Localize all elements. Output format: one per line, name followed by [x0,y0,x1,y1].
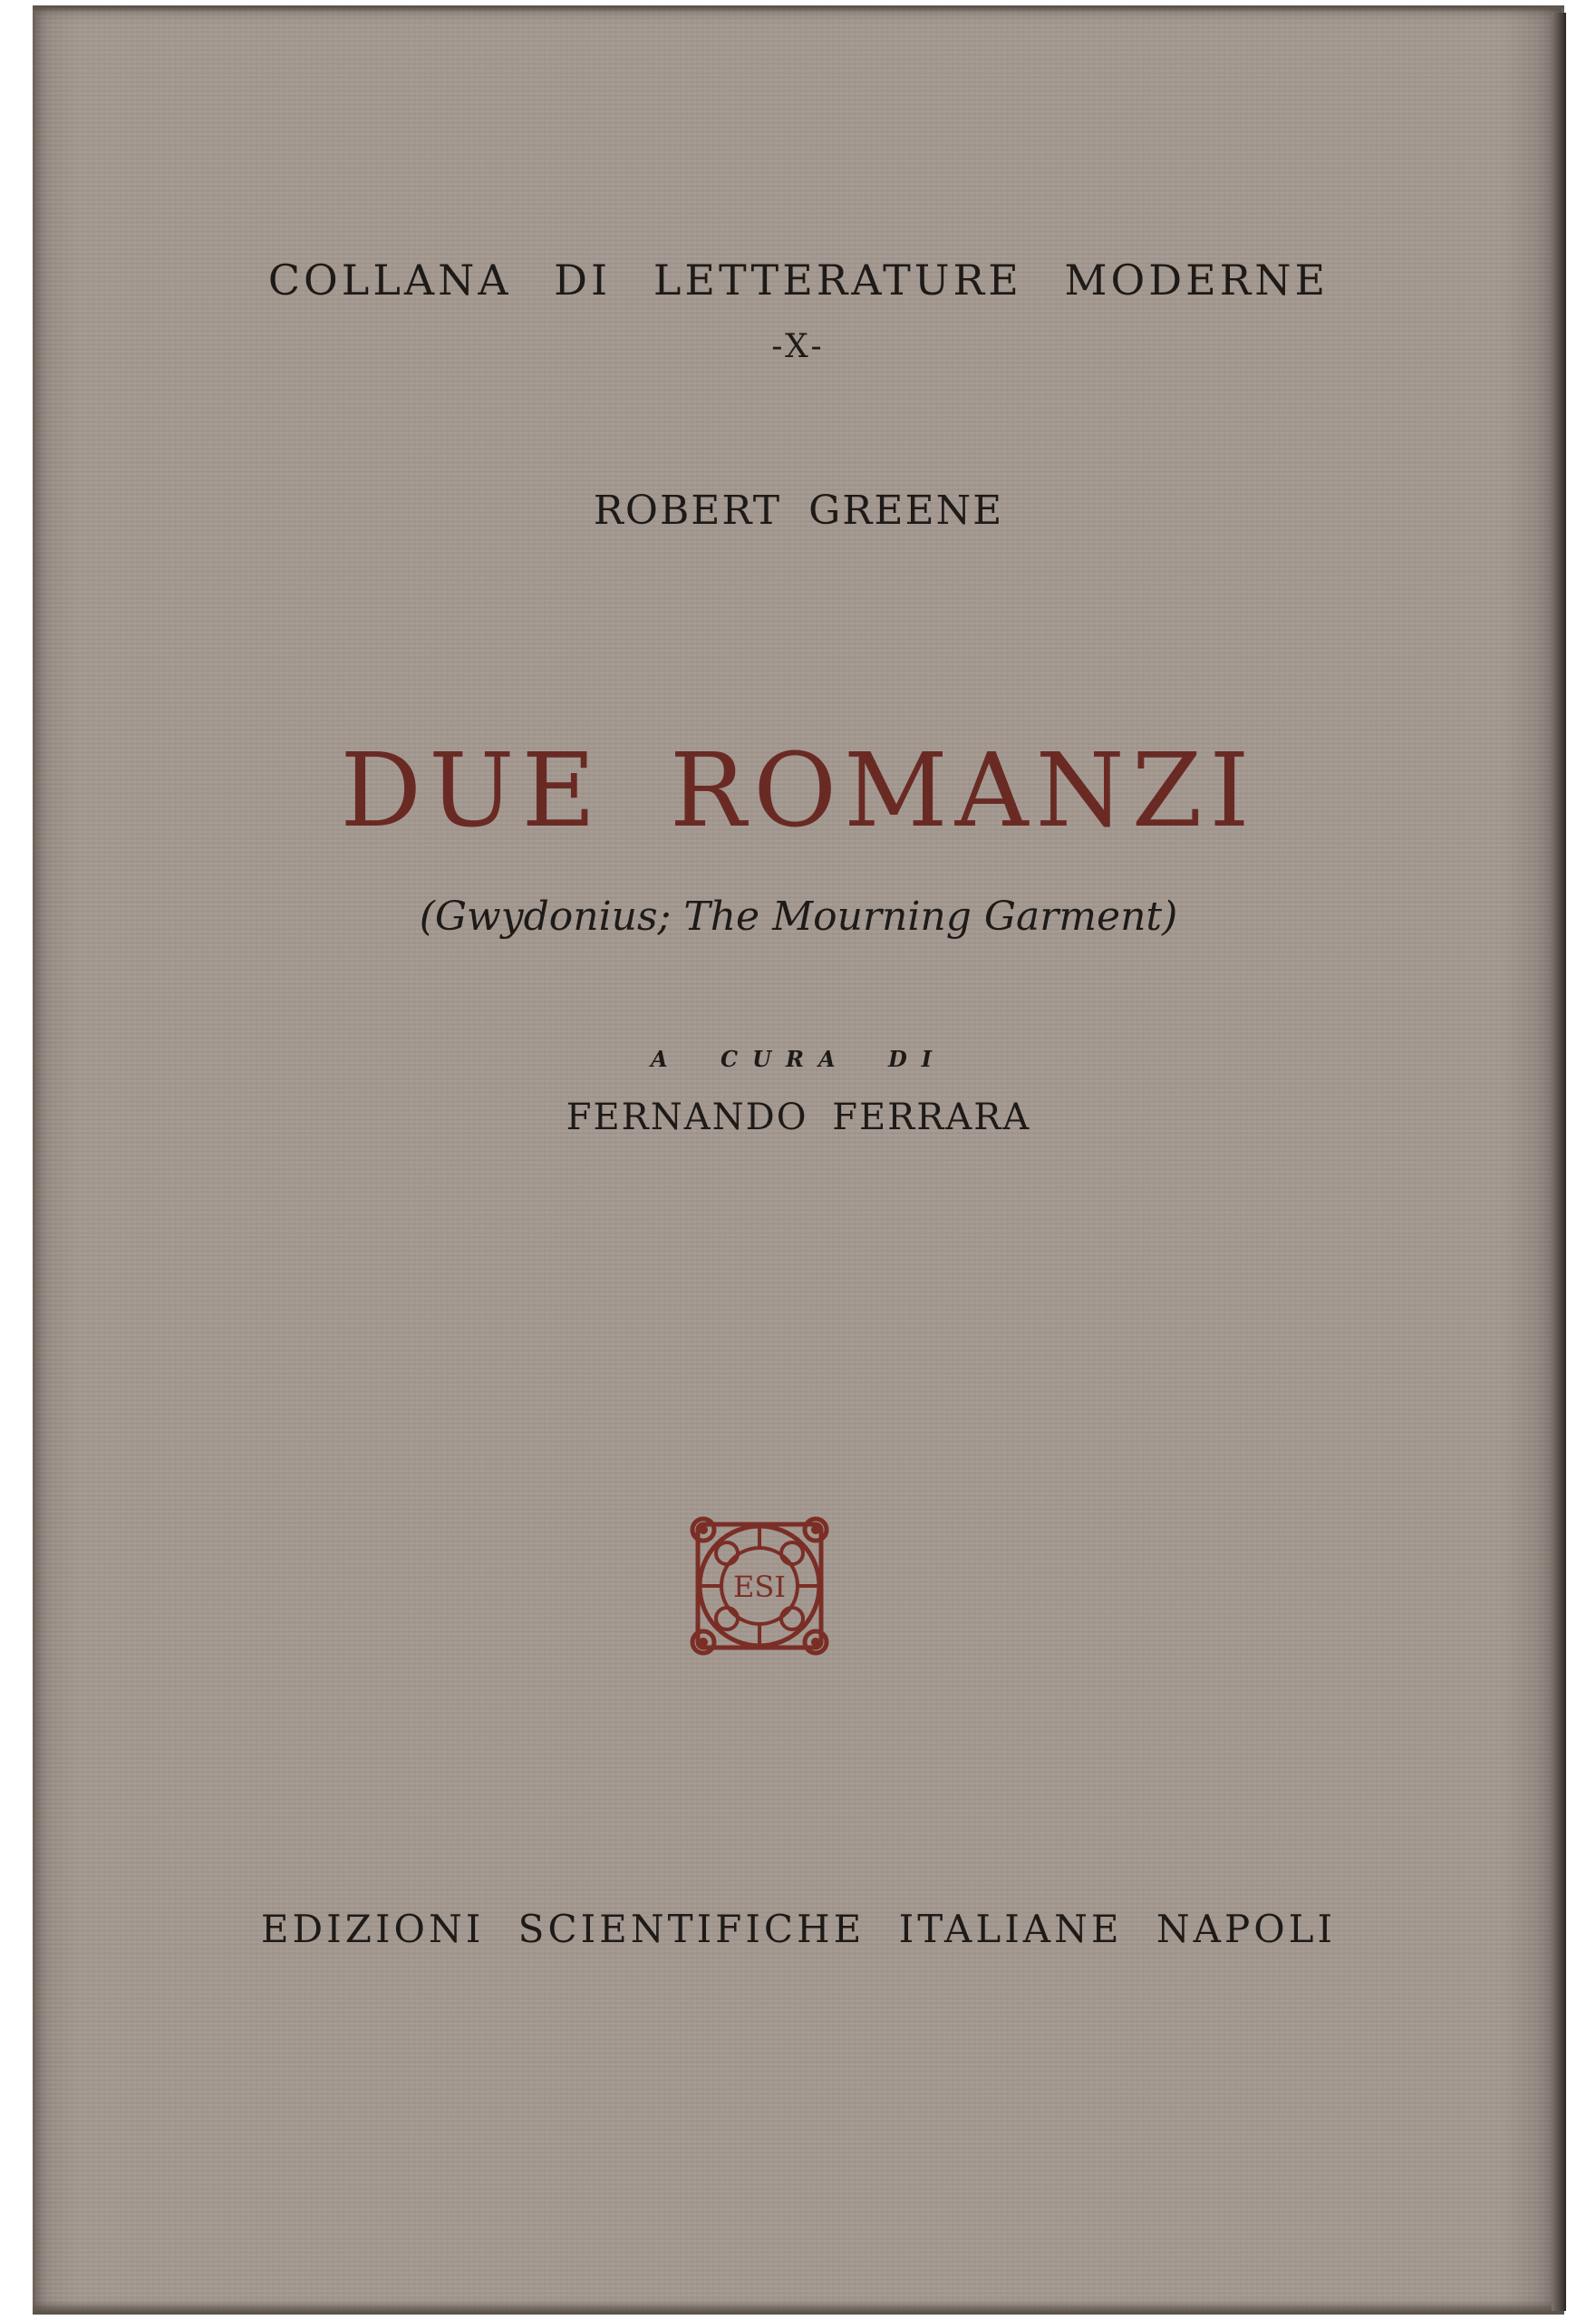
series-name: COLLANA DI LETTERATURE MODERNE [267,256,1330,304]
book-title: DUE ROMANZI [340,732,1257,850]
curator-name: FERNANDO FERRARA [566,1097,1031,1138]
cover-top-edge [33,5,1564,13]
publisher-emblem-icon [678,1504,841,1668]
series-number: -X- [771,328,826,365]
curator-label: A CURA DI [651,1046,946,1072]
emblem-monogram: ESI [733,1570,786,1604]
cover-bottom-edge [33,2302,1564,2315]
book-subtitle: (Gwydonius; The Mourning Garment) [419,894,1178,940]
publisher-name: EDIZIONI SCIENTIFICHE ITALIANE NAPOLI [260,1907,1337,1951]
author-name: ROBERT GREENE [593,488,1004,534]
